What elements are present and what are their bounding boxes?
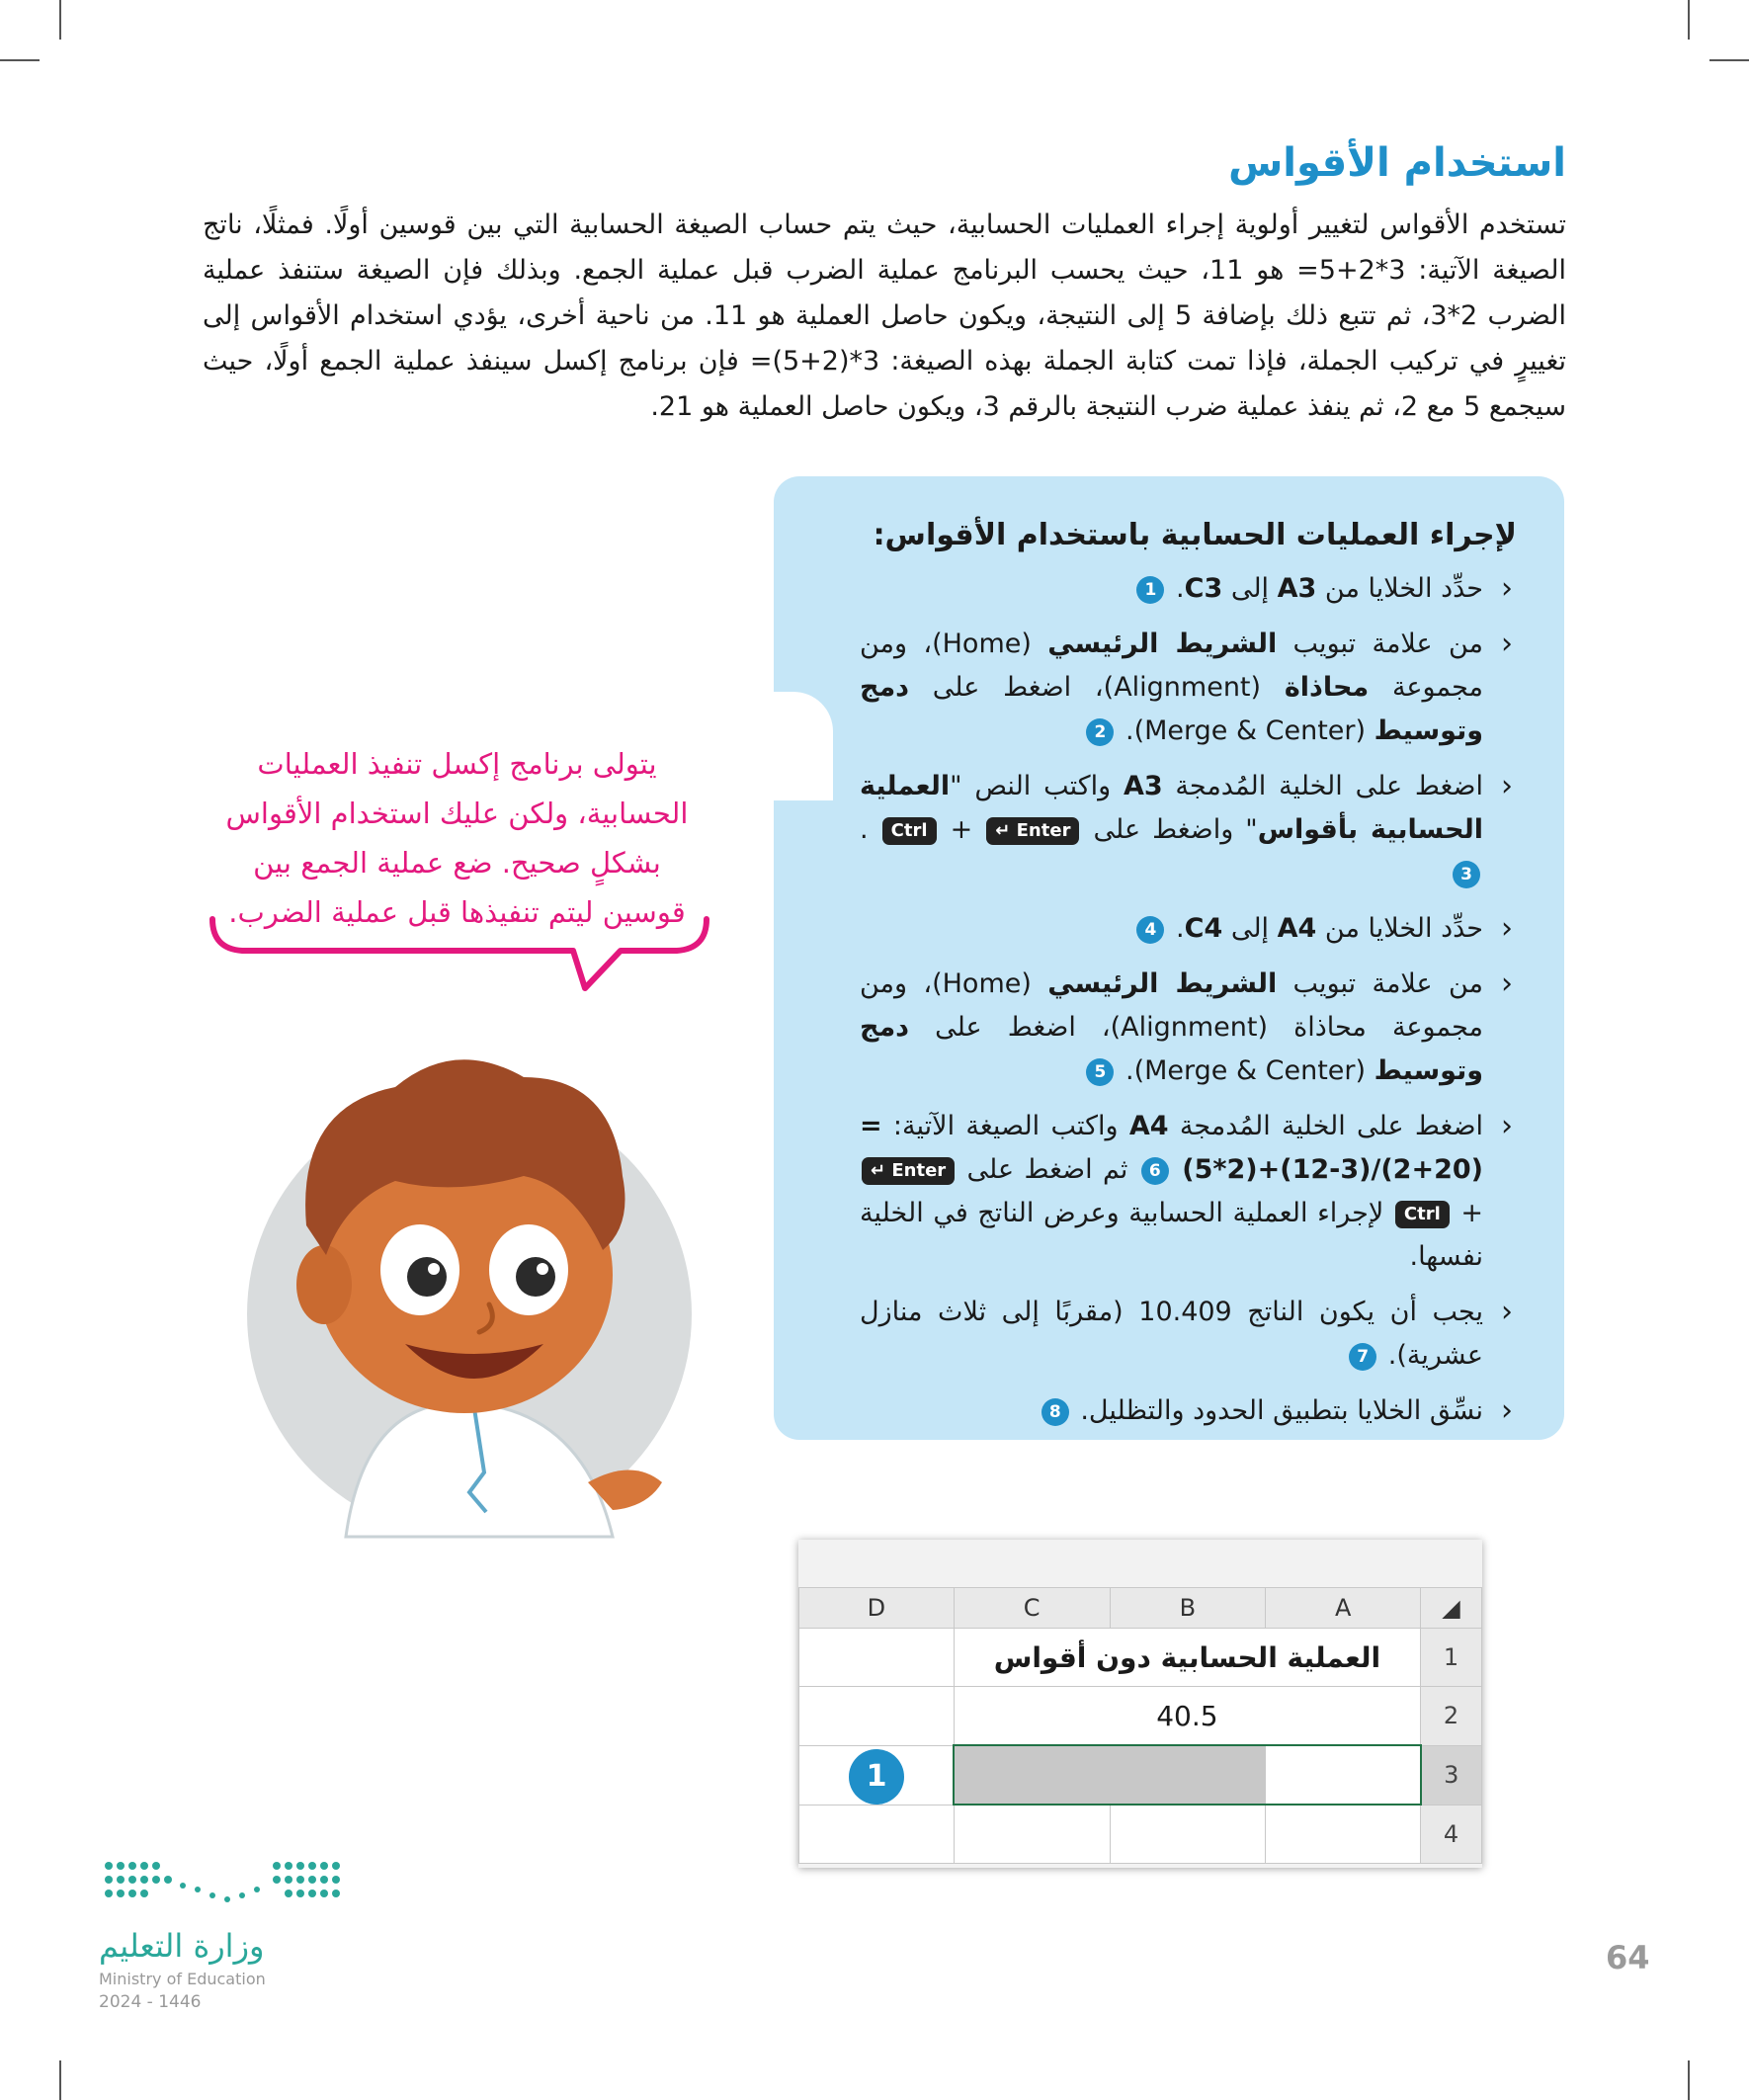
column-header-c[interactable]: C — [954, 1588, 1110, 1629]
crop-mark — [0, 59, 40, 61]
column-header-b[interactable]: B — [1110, 1588, 1266, 1629]
cell-c4[interactable] — [954, 1805, 1110, 1864]
speech-bubble-text: يتولى برنامج إكسل تنفيذ العمليات الحسابية، ولكن عليك استخدام الأقواس بشكلٍ صحيح. ضع عملية الجمع بين قوسين ليتم تنفيذها قبل عملية الضرب. — [225, 747, 689, 929]
crop-mark — [1688, 0, 1690, 40]
spreadsheet-screenshot — [798, 1540, 1482, 1868]
speech-bubble-frame — [208, 889, 711, 998]
step-number-badge: 6 — [1141, 1157, 1169, 1185]
step-6: ‹ اضغط على الخلية المُدمجة A4 واكتب الصيغة الآتية: =(5*2)+(12-3)/(2+20) 6 ثم اضغط على Enter ↵ + Ctrl لإجراء العملية الحسابية وعرض الناتج في الخلية نفسها. — [860, 1105, 1517, 1279]
step-7: ‹ يجب أن يكون الناتج 10.409 (مقربًا إلى ثلاث منازل عشرية). 7 — [860, 1291, 1517, 1378]
cell-d4[interactable] — [799, 1805, 955, 1864]
crop-mark — [1688, 2060, 1690, 2100]
crop-mark — [59, 0, 61, 40]
cell-a3-selected[interactable] — [1266, 1745, 1421, 1805]
callout-marker-1: 1 — [849, 1749, 904, 1805]
column-header-d[interactable]: D — [799, 1588, 955, 1629]
row-header-4[interactable]: 4 — [1421, 1805, 1482, 1864]
ctrl-key-icon: Ctrl — [1395, 1201, 1450, 1228]
cell-d1[interactable] — [799, 1629, 955, 1687]
step-number-badge: 4 — [1136, 916, 1164, 944]
step-4: ‹ حدِّد الخلايا من A4 إلى C4. 4 — [860, 907, 1517, 951]
step-5: ‹ من علامة تبويب الشريط الرئيسي (Home)، ومن مجموعة محاذاة (Alignment)، اضغط على دمج وتوسيط (Merge & Center). 5 — [860, 963, 1517, 1093]
enter-key-icon: Enter ↵ — [986, 817, 1079, 845]
step-number-badge: 8 — [1041, 1398, 1069, 1426]
step-2: ‹ من علامة تبويب الشريط الرئيسي (Home)، ومن مجموعة محاذاة (Alignment)، اضغط على دمج وتوسيط (Merge & Center). 2 — [860, 623, 1517, 753]
step-number-badge: 3 — [1453, 861, 1480, 888]
step-number-badge: 2 — [1086, 718, 1114, 746]
ministry-name-english: Ministry of Education — [99, 1970, 266, 1988]
cell-b3-selected[interactable] — [1110, 1745, 1266, 1805]
section-heading: استخدام الأقواس — [1228, 140, 1566, 186]
instructions-title: لإجراء العمليات الحسابية باستخدام الأقواس: — [873, 518, 1517, 552]
ministry-name-arabic: وزارة التعليم — [99, 1927, 265, 1965]
intro-paragraph: تستخدم الأقواس لتغيير أولوية إجراء العمليات الحسابية، حيث يتم حساب الصيغة الحسابية التي بين قوسين أولًا. فمثلًا، ناتج الصيغة الآتية: 3*2+5= هو 11، حيث يحسب البرنامج عملية الضرب قبل عملية الجمع. وبذلك فإن الصيغة ستنفذ عملية الضرب 2*3، ثم تتبع ذلك بإضافة 5 إلى النتيجة، ويكون حاصل العملية هو 11. من ناحية أخرى، يؤدي استخدام الأقواس إلى تغييرٍ في تركيب الجملة، فإذا تمت كتابة الجملة بهذه الصيغة: 3*(2+5)= فإن برنامج إكسل سينفذ عملية الجمع أولًا، حيث سيجمع 5 مع 2، ثم ينفذ عملية ضرب النتيجة بالرقم 3، ويكون حاصل العملية هو 21. — [203, 210, 1566, 422]
cell-a1-merged[interactable]: العملية الحسابية دون أقواس — [954, 1629, 1420, 1687]
row-header-2[interactable]: 2 — [1421, 1687, 1482, 1746]
instructions-list — [860, 514, 1517, 1445]
cell-d2[interactable] — [799, 1687, 955, 1746]
ctrl-key-icon: Ctrl — [882, 817, 937, 845]
spreadsheet-grid — [798, 1587, 1482, 1864]
cell-a4[interactable] — [1266, 1805, 1421, 1864]
row-header-1[interactable]: 1 — [1421, 1629, 1482, 1687]
row-header-3[interactable]: 3 — [1421, 1745, 1482, 1805]
crop-mark — [59, 2060, 61, 2100]
step-8: ‹ نسِّق الخلايا بتطبيق الحدود والتظليل. 8 — [860, 1389, 1517, 1433]
step-number-badge: 1 — [1136, 576, 1164, 604]
enter-key-icon: Enter ↵ — [862, 1157, 955, 1185]
step-number-badge: 7 — [1349, 1343, 1376, 1371]
step-3: ‹ اضغط على الخلية المُدمجة A3 واكتب النص "العملية الحسابية بأقواس" واضغط على Enter ↵ + Ctrl . 3 — [860, 765, 1517, 895]
column-header-a[interactable]: A — [1266, 1588, 1421, 1629]
cell-c3-selected[interactable] — [954, 1745, 1110, 1805]
academic-year: 2024 - 1446 — [99, 1992, 202, 2012]
cell-a2-merged[interactable]: 40.5 — [954, 1687, 1420, 1746]
panel-notch — [774, 692, 833, 800]
step-1: ‹ حدِّد الخلايا من A3 إلى C3. 1 — [860, 567, 1517, 611]
select-all-corner[interactable]: ◢ — [1421, 1588, 1482, 1629]
step-number-badge: 5 — [1086, 1058, 1114, 1086]
crop-mark — [1709, 59, 1749, 61]
page-number: 64 — [1606, 1939, 1650, 1976]
boy-character-illustration — [198, 1018, 731, 1552]
ministry-logo-icon — [99, 1856, 356, 1915]
cell-b4[interactable] — [1110, 1805, 1266, 1864]
